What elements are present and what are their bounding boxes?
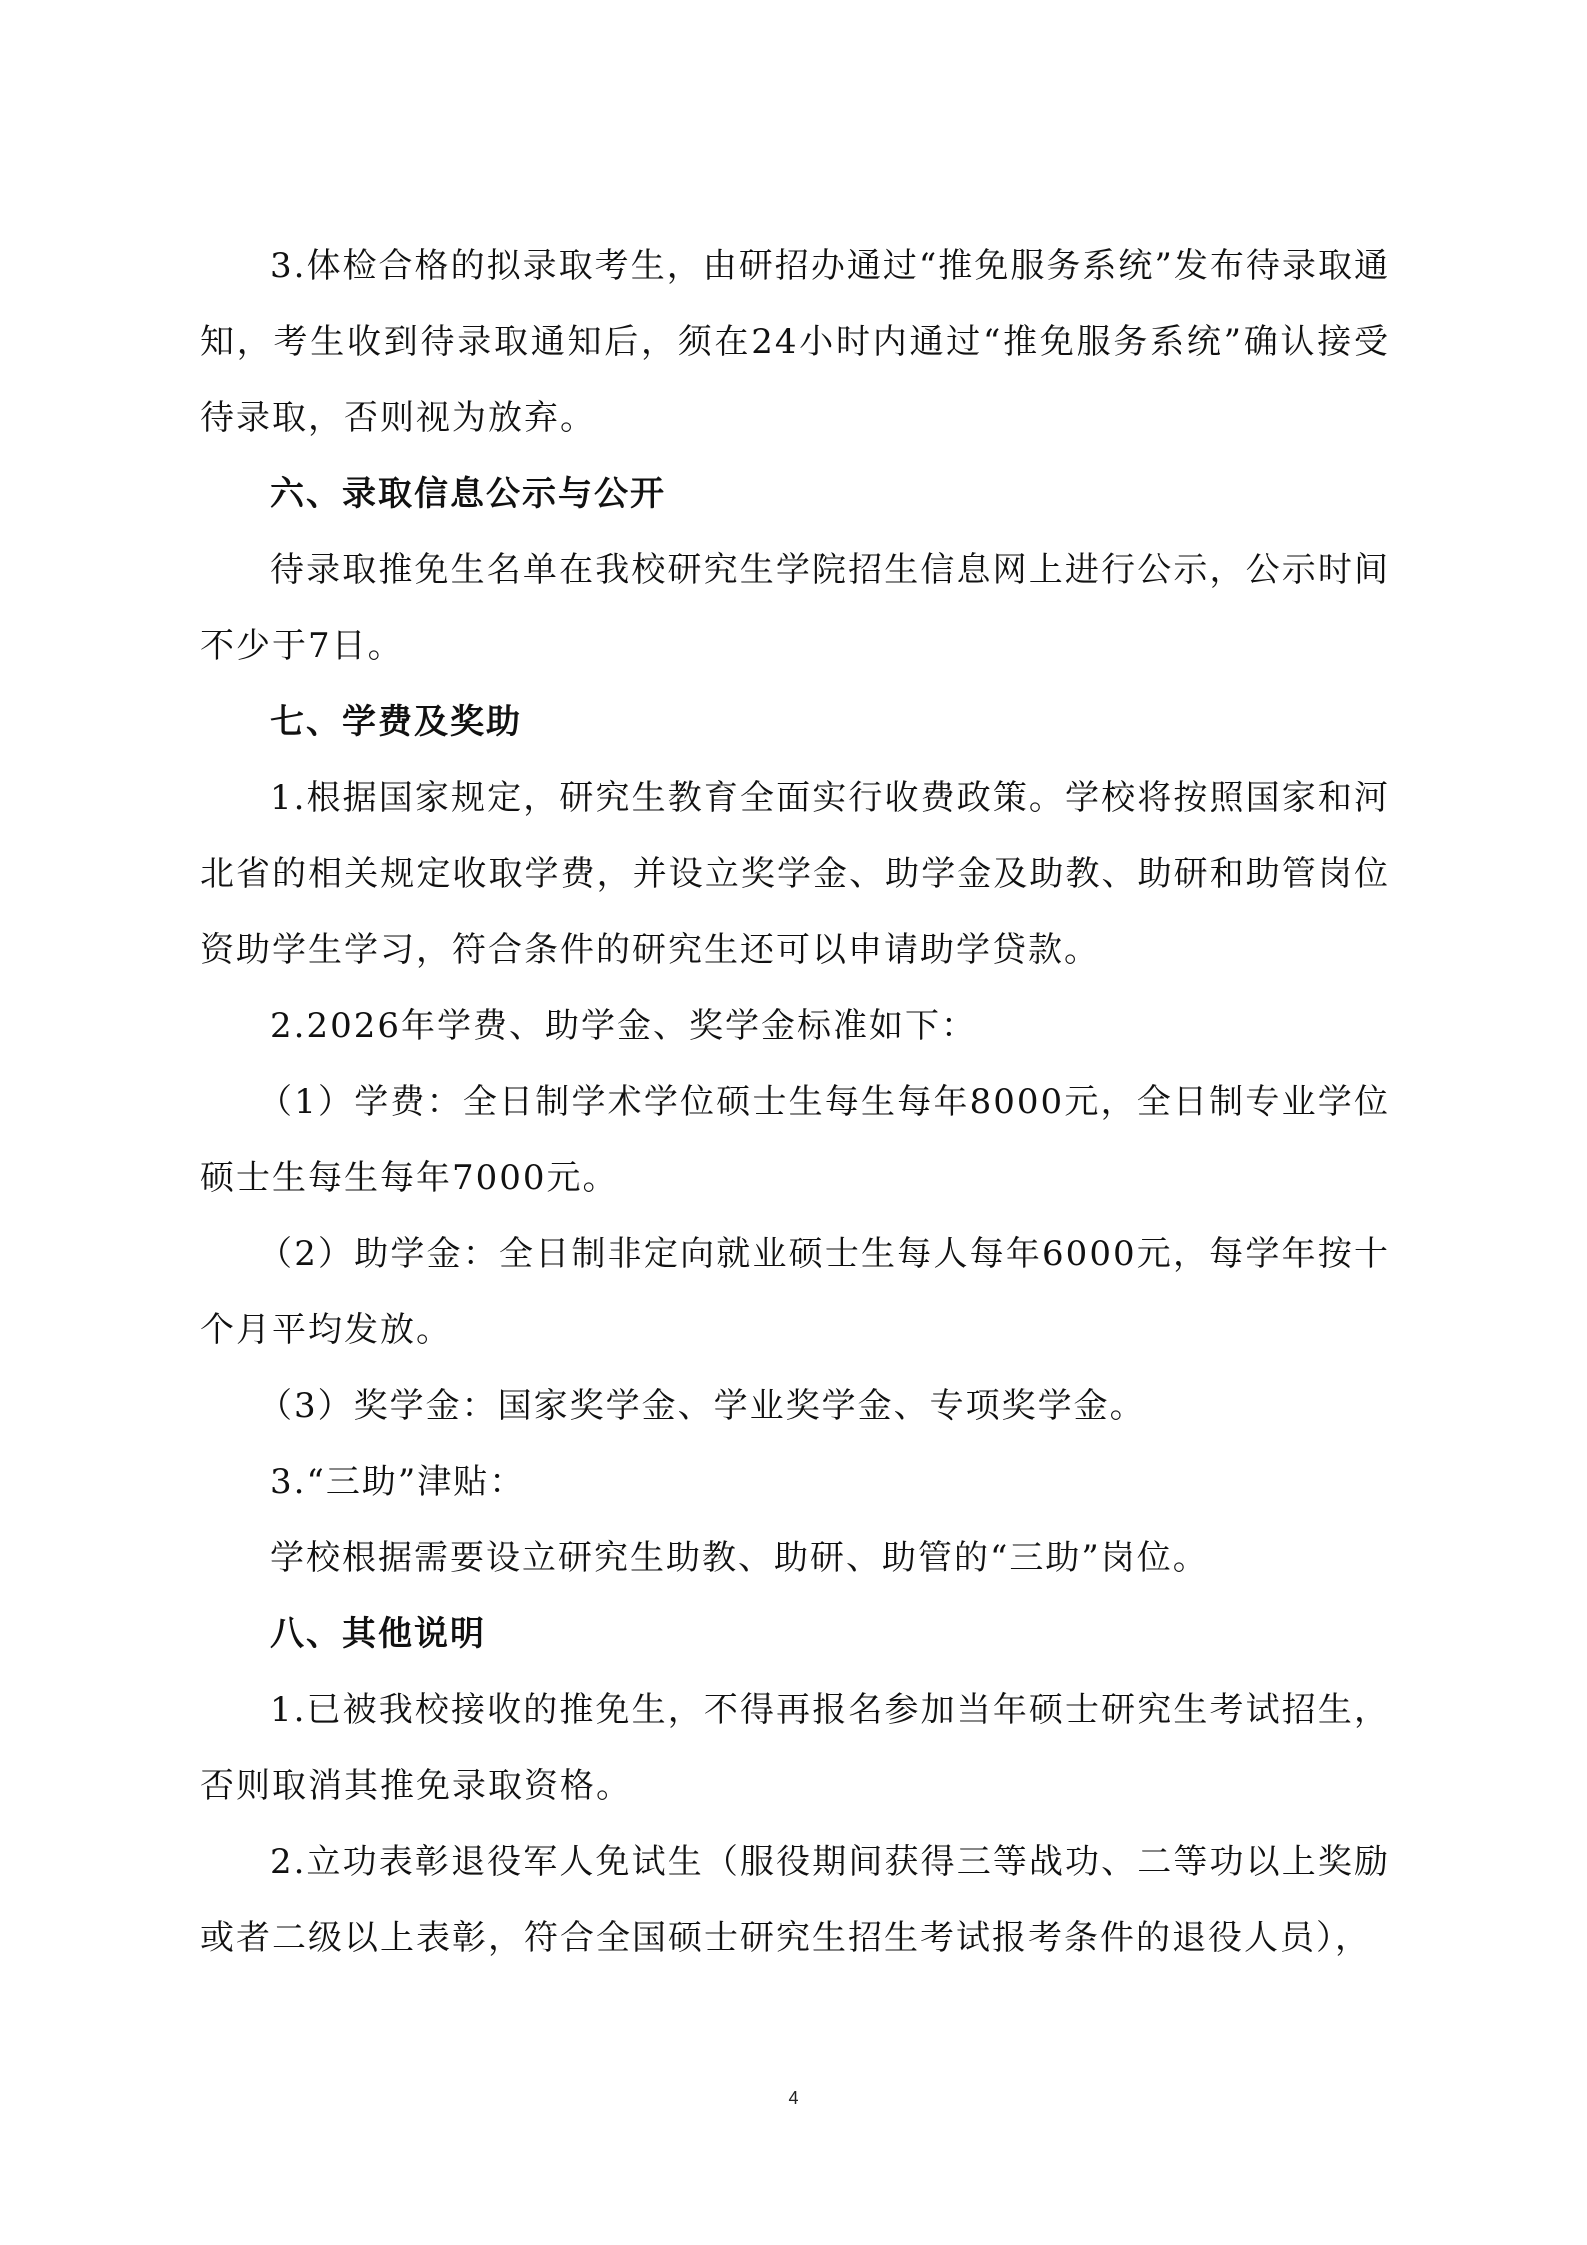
para-fee-policy: 1.根据国家规定，研究生教育全面实行收费政策。学校将按照国家和河北省的相关规定收取学费，并设立奖学金、助学金及助教、助研和助管岗位资助学生学习，符合条件的研究生还可以申请助学贷款。: [200, 778, 1390, 970]
heading-section-7: 七、学费及奖助: [270, 702, 522, 742]
page-number: 4: [788, 2088, 799, 2108]
para-three-assist-detail: 学校根据需要设立研究生助教、助研、助管的“三助”岗位。: [270, 1538, 1209, 1578]
para-tuition: （1）学费：全日制学术学位硕士生每生每年8000元，全日制专业学位硕士生每生每年7000元。: [200, 1082, 1390, 1198]
para-three-assist: 3.“三助”津贴：: [270, 1462, 526, 1502]
para-scholarship: （3）奖学金：国家奖学金、学业奖学金、专项奖学金。: [258, 1386, 1146, 1426]
para-other-2: 2.立功表彰退役军人免试生（服役期间获得三等战功、二等功以上奖励或者二级以上表彰，符合全国硕士研究生招生考试报考条件的退役人员），: [200, 1842, 1390, 1958]
para-grant: （2）助学金：全日制非定向就业硕士生每人每年6000元，每学年按十个月平均发放。: [200, 1234, 1390, 1350]
heading-section-8: 八、其他说明: [270, 1614, 486, 1654]
para-other-1: 1.已被我校接收的推免生，不得再报名参加当年硕士研究生考试招生，否则取消其推免录取资格。: [200, 1690, 1390, 1806]
para-fee-standard: 2.2026年学费、助学金、奖学金标准如下：: [270, 1006, 977, 1046]
para-publicity: 待录取推免生名单在我校研究生学院招生信息网上进行公示，公示时间不少于7日。: [200, 550, 1390, 666]
document-body: [200, 228, 1390, 1976]
para-exam-notice: 3.体检合格的拟录取考生，由研招办通过“推免服务系统”发布待录取通知，考生收到待录取通知后，须在24小时内通过“推免服务系统”确认接受待录取，否则视为放弃。: [200, 246, 1390, 438]
heading-section-6: 六、录取信息公示与公开: [270, 474, 666, 514]
